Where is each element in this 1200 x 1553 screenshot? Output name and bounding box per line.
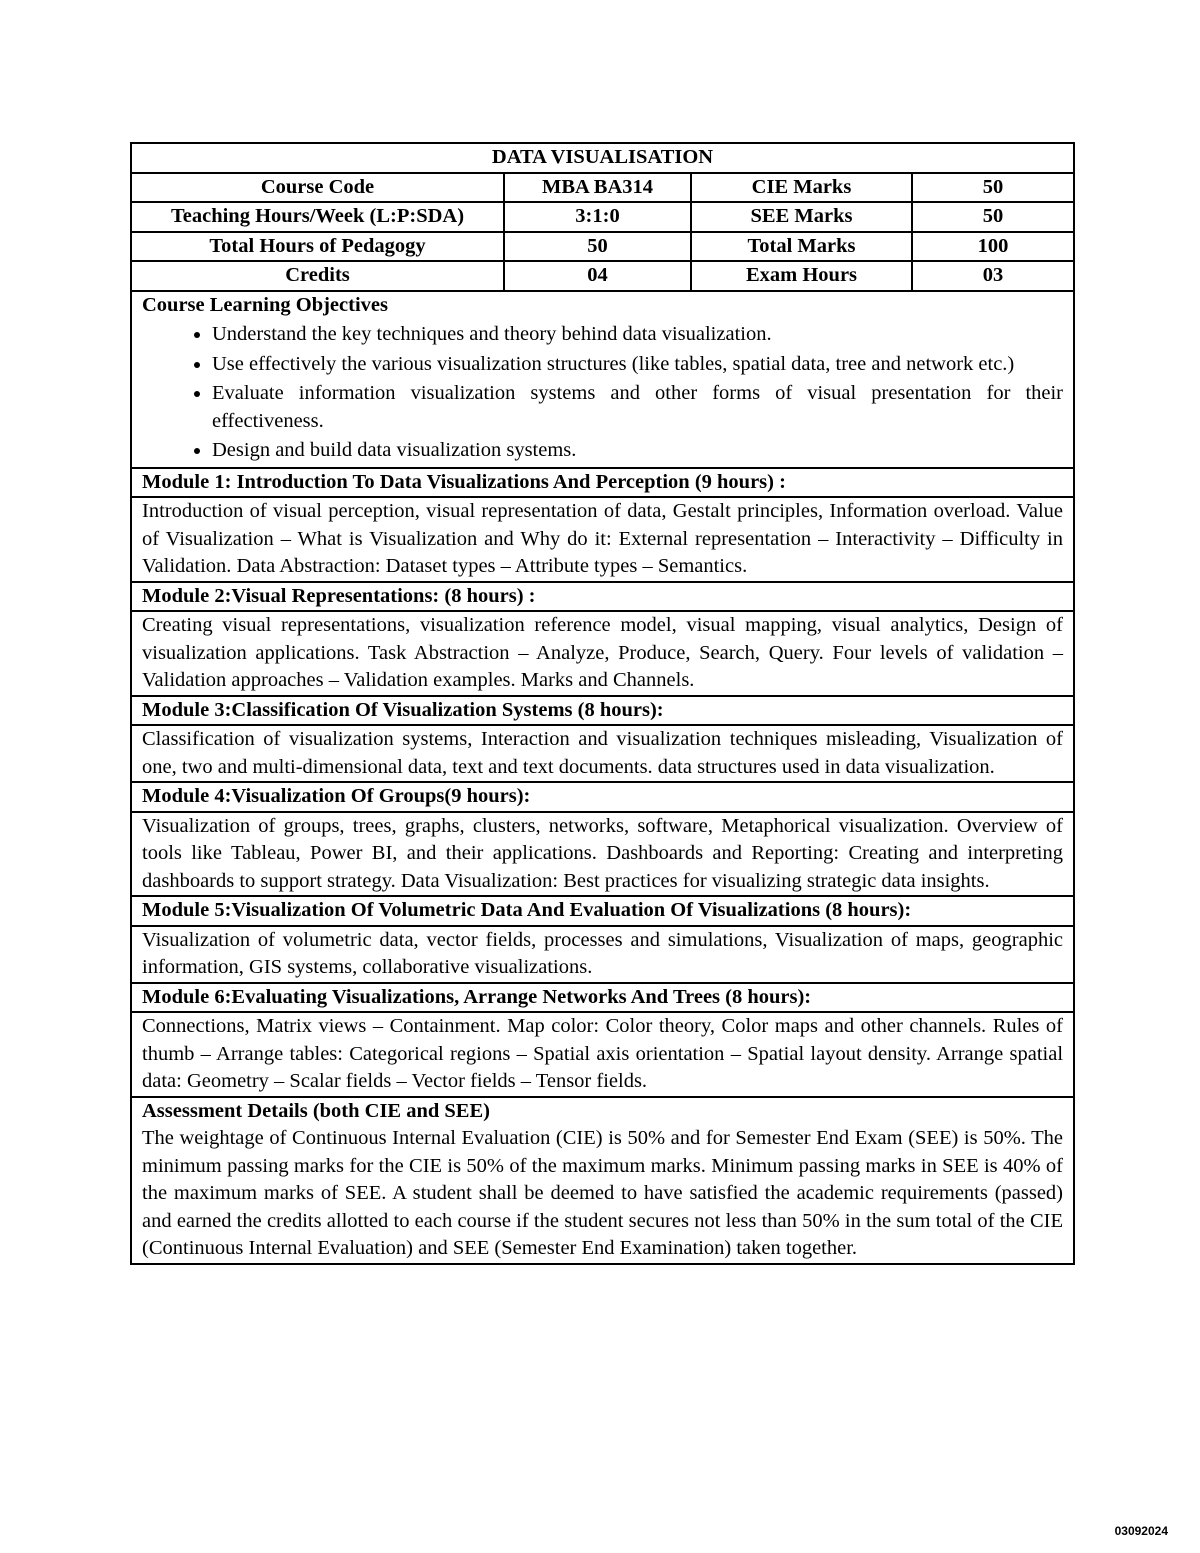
module-3-content: Classification of visualization systems, Interaction and visualization techniques misleading, Visualization of one, two and multi-dimensional data, text and text documents. data structures used in data visualization.: [131, 725, 1074, 782]
details-row: [131, 232, 1074, 262]
total-marks-value: 100: [912, 232, 1074, 262]
module-4-title: Module 4:Visualization Of Groups(9 hours):: [131, 782, 1074, 812]
course-title: DATA VISUALISATION: [131, 143, 1074, 173]
objectives-list: [142, 321, 1063, 465]
teaching-hours-value: 3:1:0: [504, 202, 691, 232]
module-6-title: Module 6:Evaluating Visualizations, Arrange Networks And Trees (8 hours):: [131, 983, 1074, 1013]
assessment-section: [131, 1097, 1074, 1264]
teaching-hours-label: Teaching Hours/Week (L:P:SDA): [131, 202, 504, 232]
cie-marks-label: CIE Marks: [691, 173, 912, 203]
exam-hours-value: 03: [912, 261, 1074, 291]
module-2-title: Module 2:Visual Representations: (8 hours) :: [131, 582, 1074, 612]
objective-item: • Evaluate information visualization systems and other forms of visual presentation for their effectiveness.: [212, 380, 1063, 435]
module-2-content: Creating visual representations, visualization reference model, visual mapping, visual analytics, Design of visualization applications. Task Abstraction – Analyze, Produce, Search, Query. Four levels of validation – Validation approaches – Validation examples. Marks and Channels.: [131, 611, 1074, 696]
module-3-title: Module 3:Classification Of Visualization Systems (8 hours):: [131, 696, 1074, 726]
objectives-heading: Course Learning Objectives: [142, 293, 388, 316]
module-1-title: Module 1: Introduction To Data Visualizations And Perception (9 hours) :: [131, 468, 1074, 498]
module-5-title: Module 5:Visualization Of Volumetric Data And Evaluation Of Visualizations (8 hours):: [131, 896, 1074, 926]
module-6-content: Connections, Matrix views – Containment. Map color: Color theory, Color maps and other channels. Rules of thumb – Arrange tables: Categorical regions – Spatial axis orientation – Spatial layout density. Arrange spatial data: Geometry – Scalar fields – Vector fields – Tensor fields.: [131, 1012, 1074, 1097]
assessment-heading: Assessment Details (both CIE and SEE): [142, 1099, 490, 1122]
course-code-value: MBA BA314: [504, 173, 691, 203]
cie-marks-value: 50: [912, 173, 1074, 203]
document-code: 03092024: [1114, 1524, 1168, 1538]
module-1-content: Introduction of visual perception, visual representation of data, Gestalt principles, Information overload. Value of Visualization – What is Visualization and Why do it: External representation – Interactivity – Difficulty in Validation. Data Abstraction: Dataset types – Attribute types – Semantics.: [131, 497, 1074, 582]
objective-item: • Design and build data visualization systems.: [212, 437, 1063, 465]
total-marks-label: Total Marks: [691, 232, 912, 262]
see-marks-value: 50: [912, 202, 1074, 232]
pedagogy-hours-value: 50: [504, 232, 691, 262]
syllabus-table: [130, 142, 1075, 1265]
module-4-content: Visualization of groups, trees, graphs, clusters, networks, software, Metaphorical visualization. Overview of tools like Tableau, Power BI, and their applications. Dashboards and Reporting: Creating and interpreting dashboards to support strategy. Data Visualization: Best practices for visualizing strategic data insights.: [131, 812, 1074, 897]
objectives-section: [131, 291, 1074, 468]
exam-hours-label: Exam Hours: [691, 261, 912, 291]
objective-item: • Understand the key techniques and theory behind data visualization.: [212, 321, 1063, 349]
details-row: [131, 261, 1074, 291]
credits-label: Credits: [131, 261, 504, 291]
objective-item: • Use effectively the various visualization structures (like tables, spatial data, tree and network etc.): [212, 351, 1063, 379]
course-code-label: Course Code: [131, 173, 504, 203]
assessment-content: The weightage of Continuous Internal Evaluation (CIE) is 50% and for Semester End Exam (SEE) is 50%. The minimum passing marks for the CIE is 50% of the maximum marks. Minimum passing marks in SEE is 40% of the maximum marks of SEE. A student shall be deemed to have satisfied the academic requirements (passed) and earned the credits allotted to each course if the student secures not less than 50% in the sum total of the CIE (Continuous Internal Evaluation) and SEE (Semester End Examination) taken together.: [142, 1127, 1064, 1259]
details-row: [131, 173, 1074, 203]
pedagogy-hours-label: Total Hours of Pedagogy: [131, 232, 504, 262]
see-marks-label: SEE Marks: [691, 202, 912, 232]
credits-value: 04: [504, 261, 691, 291]
details-row: [131, 202, 1074, 232]
module-5-content: Visualization of volumetric data, vector fields, processes and simulations, Visualization of maps, geographic information, GIS systems, collaborative visualizations.: [131, 926, 1074, 983]
